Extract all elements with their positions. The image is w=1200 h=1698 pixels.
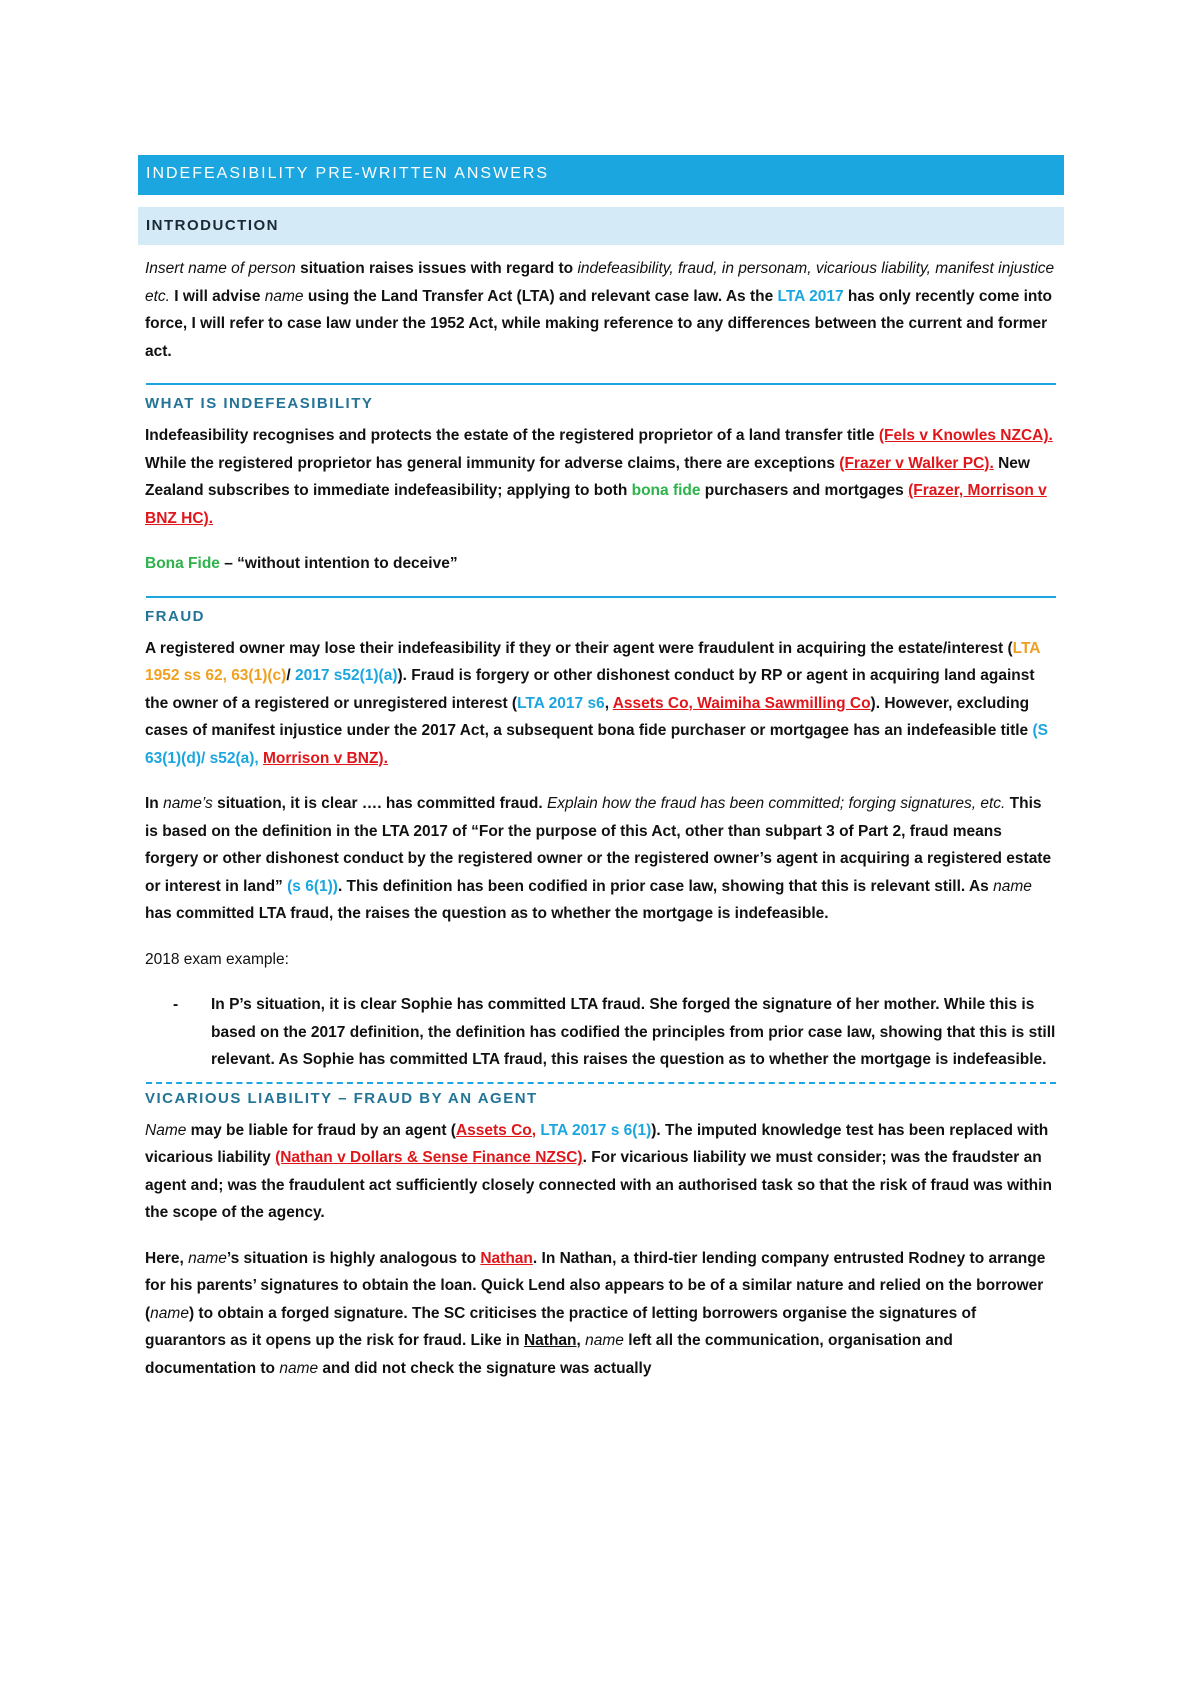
text-run: A registered owner may lose their indefeasibility if they or their agent were fraudulent in acquiring the estate/interest (	[145, 639, 1013, 657]
placeholder-text: name	[993, 877, 1032, 895]
statute-ref: (S 63(1)(d)/ s52(a),	[145, 722, 1048, 767]
section-divider	[146, 1082, 1056, 1084]
text-run: using the Land Transfer Act (LTA) and relevant case law. As the	[303, 287, 778, 305]
bona-fide-definition	[145, 550, 1056, 578]
case-citation: (Nathan v Dollars & Sense Finance NZSC)	[275, 1149, 583, 1166]
case-citation: Nathan	[480, 1249, 533, 1267]
heading-fraud: FRAUD	[145, 607, 205, 625]
case-citation: (Frazer, Morrison v BNZ HC).	[145, 482, 1047, 527]
text-run: situation, it is clear …. has committed fraud.	[212, 795, 547, 812]
text-run: purchasers and mortgages	[700, 482, 909, 499]
text-run: This is based on the definition in the LTA 2017 of “For the purpose of this Act, other than subpart 3 of Part 2, fraud means forgery or other dishonest conduct by the registered owner or the registered owner’s agent in acquiring a registered estate or interest in land”	[145, 795, 1052, 895]
text-run: ). However, excluding cases of manifest injustice under the 2017 Act, a subsequent bona fide purchaser or mortgagee has an indefeasible title	[145, 694, 1033, 739]
text-run: and did not check the signature was actually	[318, 1359, 652, 1377]
statute-ref: LTA 2017 s 6(1)	[540, 1121, 652, 1139]
placeholder-text: name	[188, 1249, 227, 1267]
heading-vicarious-liability: VICARIOUS LIABILITY – FRAUD BY AN AGENT	[145, 1089, 538, 1107]
case-citation: (Frazer v Walker PC).	[839, 454, 994, 472]
text-run: ) to obtain a forged signature. The SC criticises the practice of letting borrowers organise the signatures of guarantors as it opens up the risk for fraud. Like in	[145, 1304, 977, 1349]
term-highlight: bona fide	[631, 482, 701, 499]
statute-ref: LTA 2017	[777, 287, 844, 305]
text-run: In	[145, 795, 164, 812]
text-run: I will advise	[169, 287, 265, 305]
text-run: has only recently come into force, I will refer to case law under the 1952 Act, while making reference to any differences between the current and former act.	[145, 287, 1053, 360]
placeholder-text: Name	[145, 1121, 187, 1139]
text-run: left all the communication, organisation and documentation to	[145, 1332, 953, 1377]
text-run: may be liable for fraud by an agent (	[186, 1121, 456, 1139]
text-run: ). The imputed knowledge test has been replaced with vicarious liability	[145, 1121, 1049, 1166]
placeholder-text: indefeasibility, fraud, in personam, vicarious liability, manifest injustice etc.	[145, 260, 1055, 305]
text-run: /	[286, 667, 295, 684]
case-citation: Assets Co,	[455, 1121, 537, 1139]
fraud-paragraph-1	[145, 635, 1056, 773]
placeholder-text: Explain how the fraud has been committed; forging signatures, etc.	[546, 795, 1006, 812]
document-title: INDEFEASIBILITY PRE-WRITTEN ANSWERS	[138, 155, 1064, 195]
text-run: While the registered proprietor has general immunity for adverse claims, there are exceptions	[145, 454, 840, 472]
vicarious-paragraph-2	[145, 1245, 1056, 1383]
placeholder-text: Insert name of person	[145, 260, 296, 277]
text-run: situation raises issues with regard to	[295, 260, 578, 277]
statute-ref: LTA 2017 s6	[517, 694, 605, 712]
statute-ref: LTA 1952 ss 62, 63(1)(c)	[145, 639, 1040, 684]
intro-paragraph	[145, 255, 1056, 365]
text-run: – “without intention to deceive”	[219, 555, 458, 572]
text-run: ,	[604, 694, 613, 712]
heading-introduction: INTRODUCTION	[138, 207, 1064, 245]
text-run: . For vicarious liability we must consider; was the fraudster an agent and; was the fraudulent act sufficiently closely connected with an authorised task so that the risk of fraud was within the scope of the agency.	[145, 1149, 1052, 1221]
term-highlight: Bona Fide	[145, 555, 220, 572]
placeholder-text: name	[150, 1304, 189, 1322]
vicarious-paragraph-1	[145, 1117, 1056, 1227]
text-run: ). Fraud is forgery or other dishonest conduct by RP or agent in acquiring land against the owner of a registered or unregistered interest (	[145, 667, 1035, 712]
placeholder-text: name	[585, 1332, 624, 1349]
text-run: . In Nathan, a third-tier lending company entrusted Rodney to arrange for his parents’ signatures to obtain the loan. Quick Lend also appears to be of a similar nature and relied on the borrower (	[145, 1249, 1046, 1322]
placeholder-text: name	[279, 1359, 319, 1377]
indefeasibility-paragraph	[145, 422, 1056, 532]
text-run: ,	[576, 1332, 586, 1349]
text-run: . This definition has been codified in prior case law, showing that this is relevant still. As	[337, 877, 994, 895]
statute-ref: (s 6(1))	[287, 877, 338, 895]
case-citation: (Fels v Knowles NZCA).	[878, 427, 1053, 444]
text-run: Indefeasibility recognises and protects the estate of the registered proprietor of a land transfer title	[145, 427, 879, 444]
bullet-dash: -	[173, 996, 179, 1013]
placeholder-text: name’s	[163, 795, 213, 812]
case-citation: Morrison v BNZ).	[263, 749, 388, 767]
fraud-paragraph-2	[145, 790, 1056, 928]
text-run: ’s situation is highly analogous to	[226, 1249, 481, 1267]
section-divider	[146, 383, 1056, 385]
case-reference: Nathan	[523, 1332, 577, 1349]
exam-example-bullet	[173, 991, 1056, 1074]
placeholder-text: name	[264, 287, 304, 305]
bullet-text: In P’s situation, it is clear Sophie has committed LTA fraud. She forged the signature of her mother. While this is based on the 2017 definition, the definition has codified the principles from prior case law, showing that this is still relevant. As Sophie has committed LTA fraud, this raises the question as to whether the mortgage is indefeasible.	[211, 996, 1056, 1068]
heading-what-is-indefeasibility: WHAT IS INDEFEASIBILITY	[145, 395, 374, 412]
document-body	[138, 155, 1064, 1400]
section-divider	[146, 596, 1056, 598]
exam-example-label: 2018 exam example:	[145, 950, 289, 968]
text-run: has committed LTA fraud, the raises the question as to whether the mortgage is indefeasible.	[145, 905, 829, 922]
text-run: Here,	[145, 1249, 189, 1267]
text-run: New Zealand subscribes to immediate indefeasibility; applying to both	[145, 454, 1030, 499]
case-citation: Assets Co, Waimiha Sawmilling Co	[612, 694, 871, 712]
statute-ref: 2017 s52(1)(a)	[294, 667, 398, 684]
